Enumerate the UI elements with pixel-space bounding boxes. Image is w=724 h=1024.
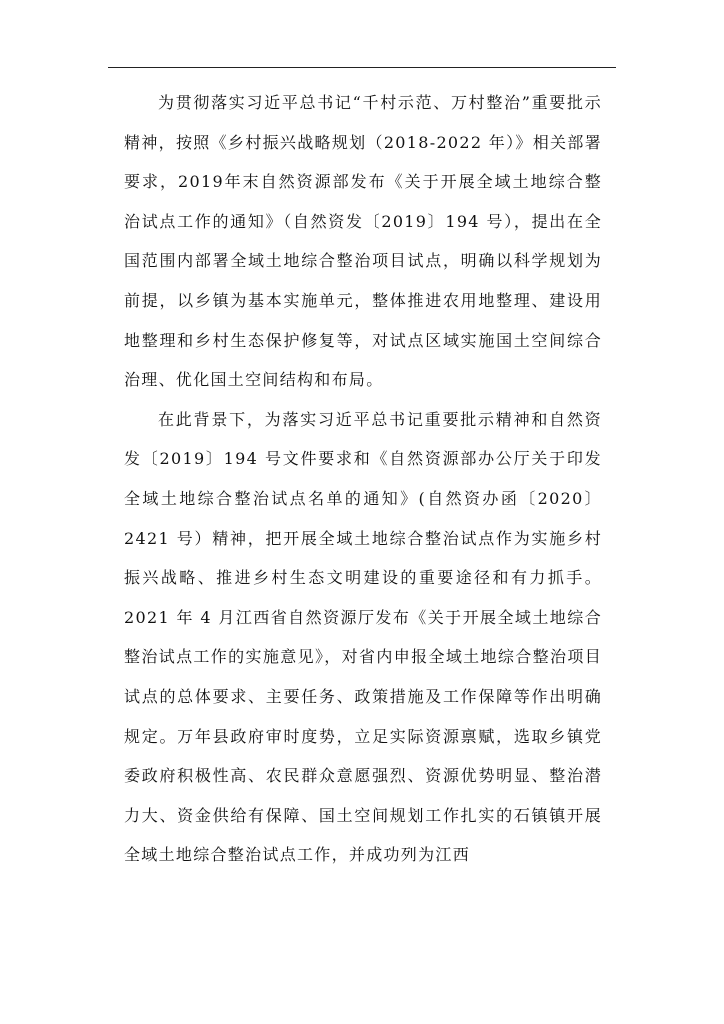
paragraph-1: 为贯彻落实习近平总书记“千村示范、万村整治”重要批示精神，按照《乡村振兴战略规划（2018-2022 年）》相关部署要求，2019年末自然资源部发布《关于开展全域土地综合整治试点工作的通知》（自然资发〔2019〕194 号），提出在全国范围内部署全域土地综合整治项目试点，明确以科学规划为前提，以乡镇为基本实施单元，整体推进农用地整理、建设用地整理和乡村生态保护修复等，对试点区域实施国土空间综合治理、优化国土空间结构和布局。 [124,93,602,390]
header-rule [108,67,616,68]
document-body [124,83,602,875]
paragraph-2: 在此背景下，为落实习近平总书记重要批示精神和自然资发〔2019〕194 号文件要求和《自然资源部办公厅关于印发全域土地综合整治试点名单的通知》(自然资办函〔2020〕2421 号）精神，把开展全域土地综合整治试点作为实施乡村振兴战略、推进乡村生态文明建设的重要途径和有力抓手。2021 年 4 月江西省自然资源厅发布《关于开展全域土地综合整治试点工作的实施意见》，对省内申报全域土地综合整治项目试点的总体要求、主要任务、政策措施及工作保障等作出明确规定。万年县政府审时度势，立足实际资源禀赋，选取乡镇党委政府积极性高、农民群众意愿强烈、资源优势明显、整治潜力大、资金供给有保障、国土空间规划工作扎实的石镇镇开展全域土地综合整治试点工作，并成功列为江西 [124,409,602,865]
